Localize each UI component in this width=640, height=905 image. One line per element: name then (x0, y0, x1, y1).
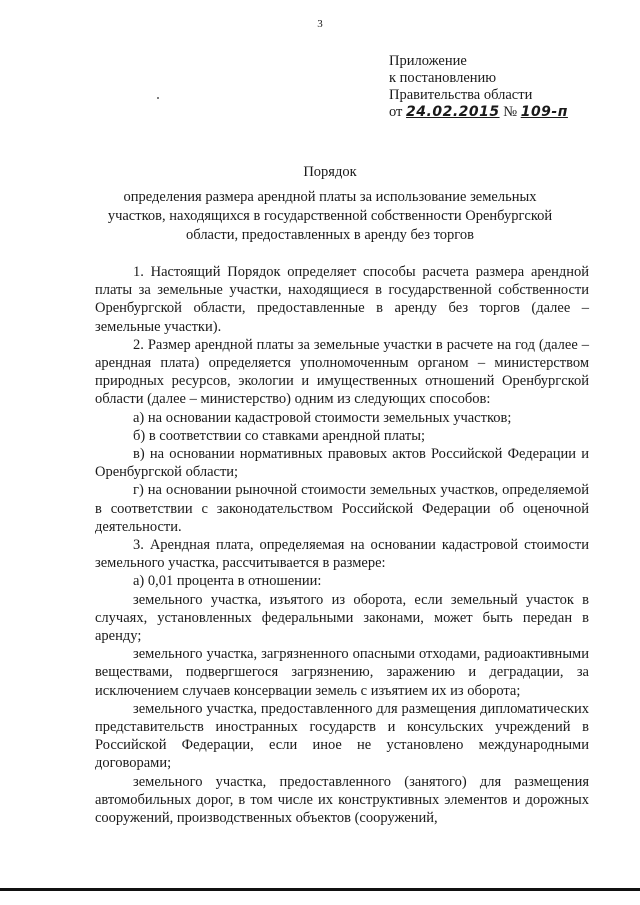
title-line-3: области, предоставленных в аренду без торгов (186, 227, 474, 243)
title-heading: Порядок (303, 164, 357, 180)
paragraph-2c: в) на основании нормативных правовых актов Российской Федерации и Оренбургской области; (95, 446, 589, 481)
paragraph-3a: а) 0,01 процента в отношении: (133, 573, 322, 590)
scan-speck (157, 97, 159, 99)
document-body (95, 263, 589, 827)
paragraph-1: 1. Настоящий Порядок определяет способы расчета размера арендной платы за земельные участки, находящиеся в государственной собственности Оренбургской области, предоставленные в аренду без торгов (далее – земельные участки). (95, 264, 589, 335)
paragraph-2b: б) в соответствии со ставками арендной платы; (133, 427, 426, 444)
date-prefix: от (389, 104, 403, 120)
bottom-scan-border (0, 888, 640, 891)
appendix-title: Приложение (389, 53, 467, 69)
appendix-resolution: к постановлению (389, 70, 497, 86)
page-number: 3 (317, 18, 323, 30)
paragraph-3a-item-2: земельного участка, загрязненного опасными отходами, радиоактивными веществами, подвергшегося загрязнению, заражению и деградации, за исключением случаев консервации земель с изъятием их из оборота; (95, 646, 589, 699)
paragraph-2: 2. Размер арендной платы за земельные участки в расчете на год (далее – арендная плата) определяется уполномоченным органом – министерством природных ресурсов, экологии и имущественных отношений Оренбургской области (далее – министерство) одним из следующих способов: (95, 336, 589, 408)
paragraph-3a-item-3: земельного участка, предоставленного для размещения дипломатических представительств иностранных государств и консульских учреждений в Российской Федерации, если иное не установлено международными договорами; (95, 700, 589, 772)
title-line-2: участков, находящихся в государственной собственности Оренбургской (107, 208, 553, 224)
appendix-government: Правительства области (389, 87, 533, 103)
paragraph-3: 3. Арендная плата, определяемая на основании кадастровой стоимости земельного участка, рассчитывается в размере: (95, 537, 589, 572)
paragraph-3a-item-1: земельного участка, изъятого из оборота, если земельный участок в случаях, установленных федеральными законами, может быть передан в аренду; (95, 591, 589, 645)
handwritten-date: 24.02.2015 (406, 104, 500, 120)
paragraph-3a-item-4: земельного участка, предоставленного (занятого) для размещения автомобильных дорог, в том числе их конструктивных элементов и дорожных сооружений, производственных объектов (сооружений, (95, 773, 589, 827)
paragraph-2d: г) на основании рыночной стоимости земельных участков, определяемой в соответствии с законодательством Российской Федерации об оценочной деятельности. (95, 482, 589, 535)
document-title (90, 163, 570, 245)
number-sign: № (503, 104, 518, 120)
paragraph-2a: а) на основании кадастровой стоимости земельных участков; (133, 409, 512, 426)
appendix-date-line (389, 104, 568, 121)
title-line-1: определения размера арендной платы за использование земельных (123, 189, 537, 205)
handwritten-number: 109-п (520, 104, 568, 120)
appendix-block (389, 53, 568, 121)
